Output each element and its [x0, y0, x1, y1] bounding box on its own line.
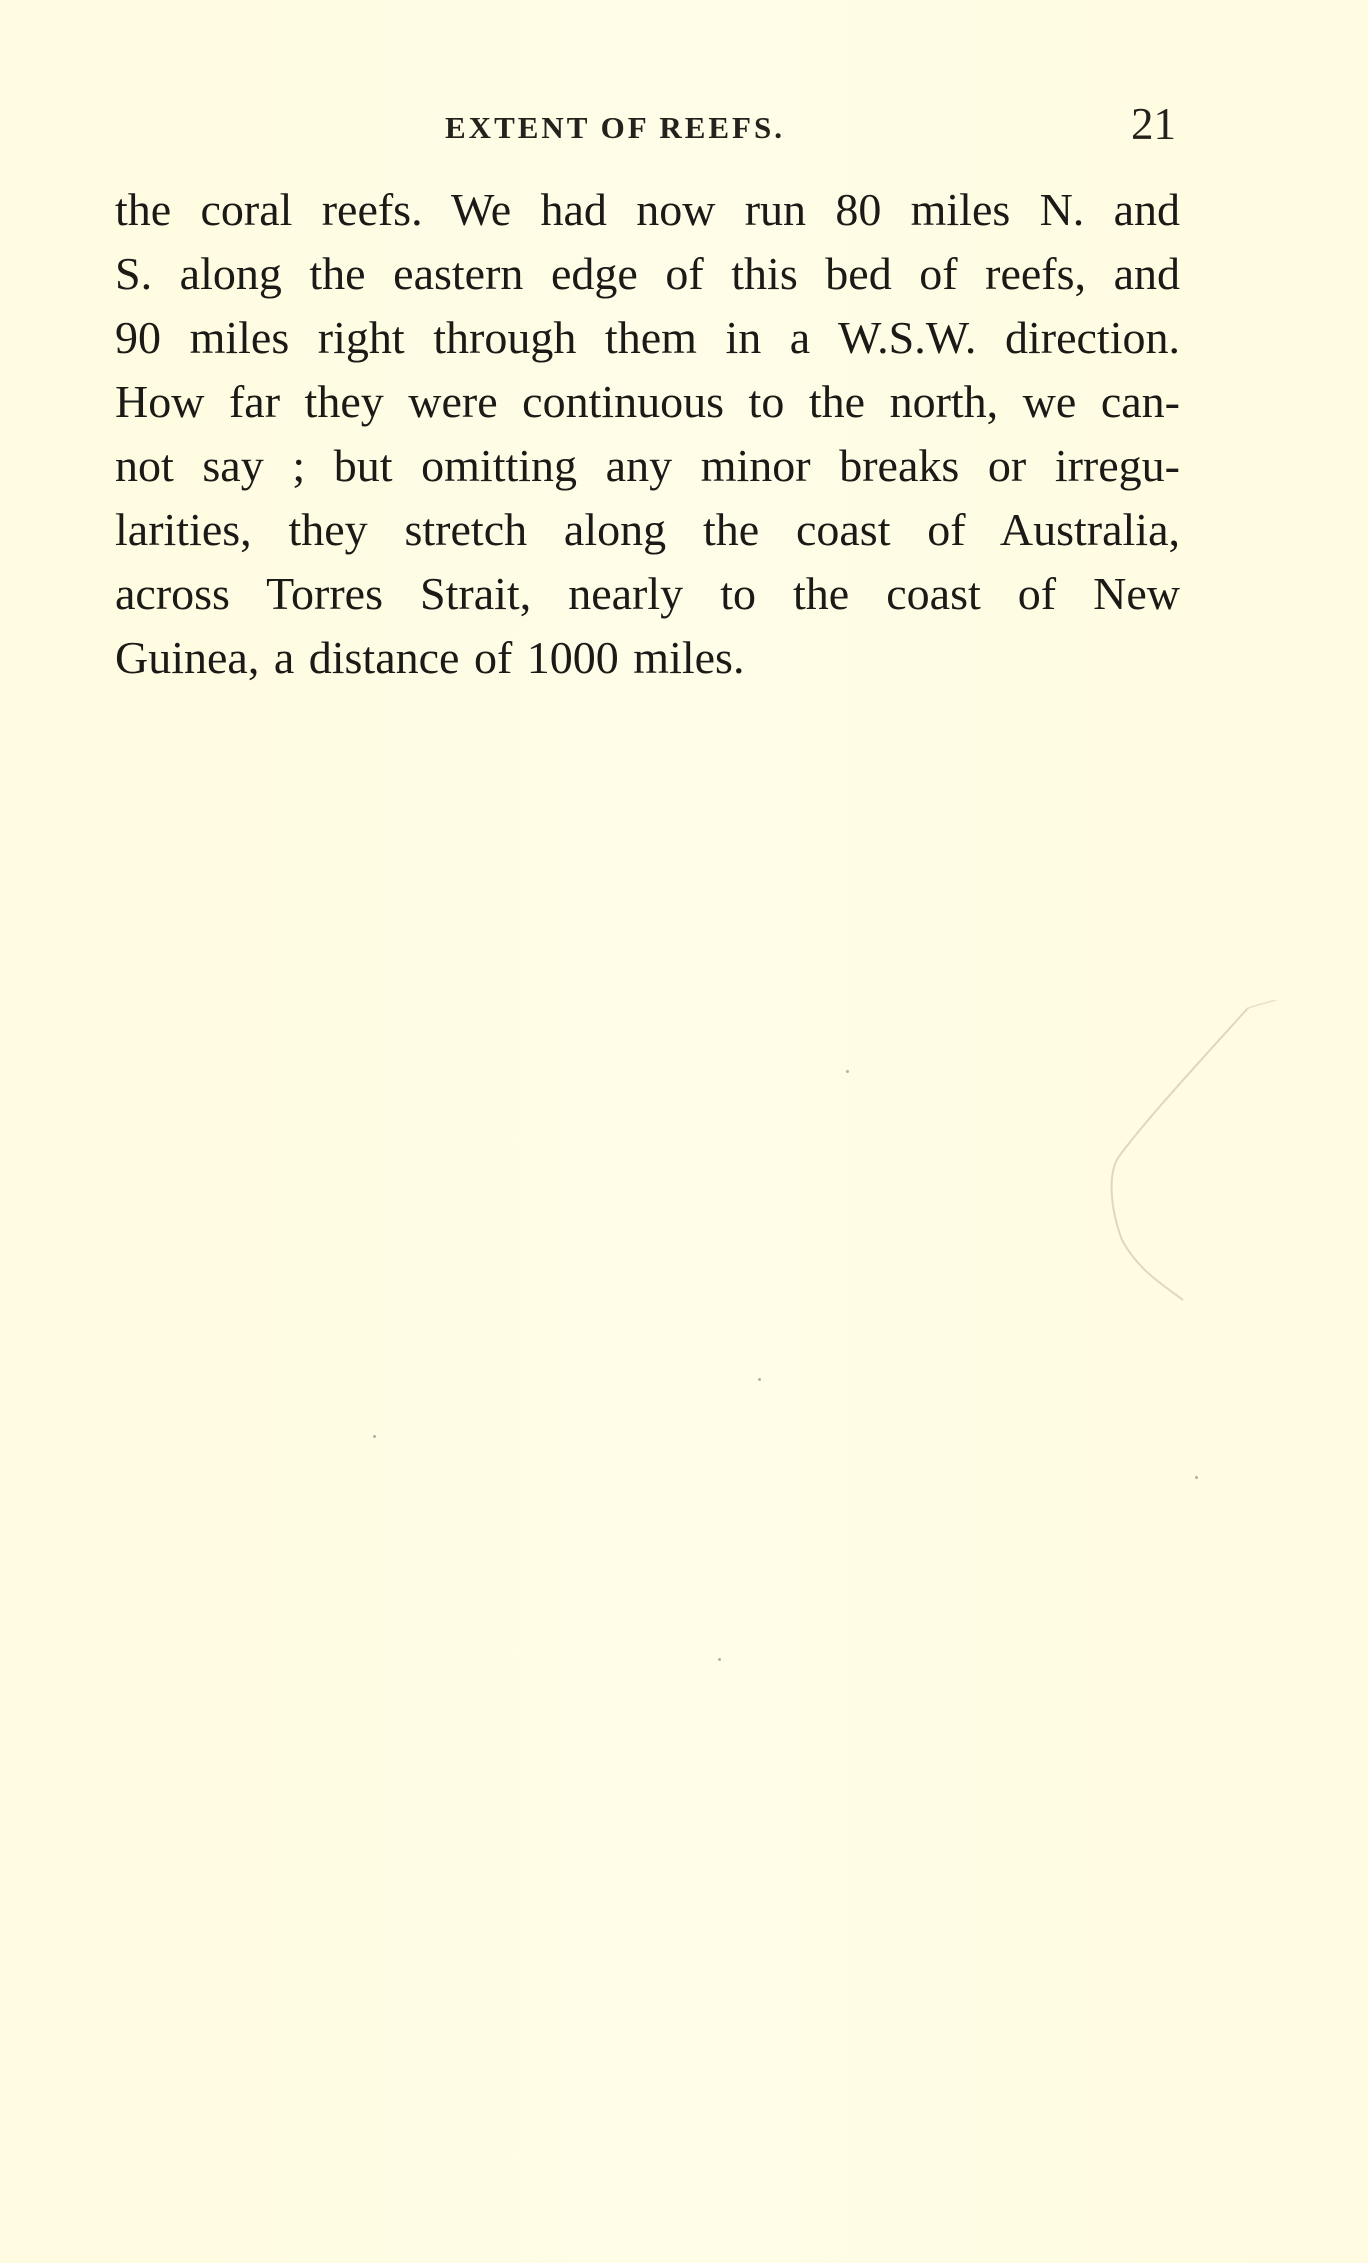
- body-paragraph: [115, 178, 1180, 690]
- text-line: larities, they stretch along the coast of Australia,: [115, 504, 1180, 555]
- paper-speck: [1195, 1476, 1198, 1479]
- text-line: S. along the eastern edge of this bed of reefs, and: [115, 248, 1180, 299]
- paper-speck: [373, 1435, 376, 1438]
- text-line: Guinea, a distance of 1000 miles.: [115, 632, 745, 683]
- text-line: 90 miles right through them in a W.S.W. direction.: [115, 312, 1180, 363]
- text-line: the coral reefs. We had now run 80 miles N. and: [115, 184, 1180, 235]
- running-head: [0, 98, 1368, 158]
- paper-fold-mark: [1108, 1000, 1278, 1310]
- paper-speck: [758, 1378, 761, 1381]
- paper-speck: [718, 1658, 721, 1661]
- text-line: across Torres Strait, nearly to the coast of New: [115, 568, 1180, 619]
- page-number: 21: [1131, 99, 1176, 149]
- text-line: How far they were continuous to the north, we can-: [115, 376, 1180, 427]
- running-title: EXTENT OF REEFS.: [445, 110, 785, 145]
- text-line: not say ; but omitting any minor breaks or irregu-: [115, 440, 1180, 491]
- paper-speck: [846, 1070, 849, 1073]
